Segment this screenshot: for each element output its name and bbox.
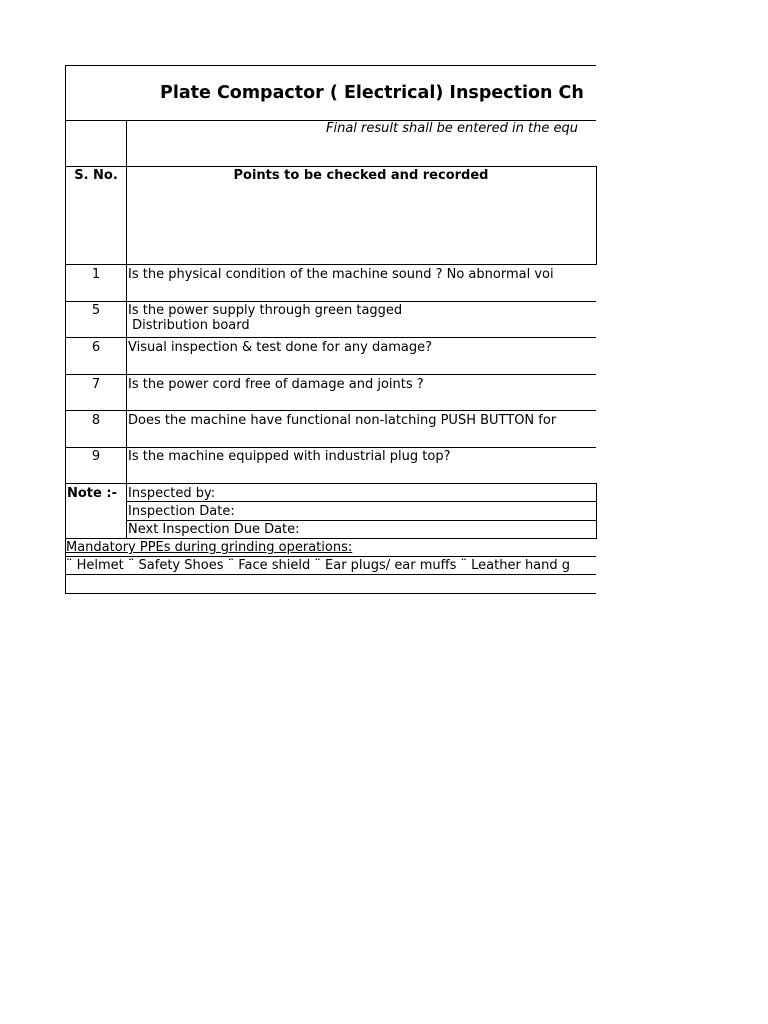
row-text: Is the power supply through green tagged (128, 303, 403, 318)
note-label: Note :- (67, 486, 117, 501)
divider-header-bottom (65, 264, 596, 265)
inspected-by-label: Inspected by: (128, 486, 216, 501)
divider-row-5 (65, 337, 596, 338)
next-inspection-due-label: Next Inspection Due Date: (128, 522, 300, 537)
header-points: Points to be checked and recorded (233, 168, 489, 183)
divider-row-1 (65, 301, 596, 302)
divider-row-9 (65, 483, 596, 484)
row-sno: 7 (91, 377, 101, 392)
border-top (65, 65, 596, 66)
divider-ppe-heading (65, 556, 596, 557)
row-sno: 1 (91, 267, 101, 282)
subtitle-instruction: Final result shall be entered in the equ (326, 121, 578, 136)
row-text-continued: Distribution board (128, 318, 250, 333)
divider-inspected-by (126, 501, 596, 502)
divider-note-column (126, 483, 127, 539)
border-left (65, 65, 66, 594)
divider-row-7 (65, 410, 596, 411)
divider-row-8 (65, 447, 596, 448)
divider-note-right (596, 483, 597, 539)
border-bottom (65, 593, 596, 594)
ppe-heading: Mandatory PPEs during grinding operations: (66, 540, 353, 555)
row-text: Is the physical condition of the machine sound ? No abnormal voi (128, 267, 554, 282)
row-sno: 9 (91, 449, 101, 464)
row-sno: 6 (91, 340, 101, 355)
row-sno: 5 (91, 303, 101, 318)
divider-ppe-list (65, 574, 596, 575)
page-title: Plate Compactor ( Electrical) Inspection Ch (160, 83, 584, 103)
row-text: Does the machine have functional non-latching PUSH BUTTON for (128, 413, 557, 428)
ppe-list: ¨ Helmet ¨ Safety Shoes ¨ Face shield ¨ Ear plugs/ ear muffs ¨ Leather hand g (66, 558, 571, 573)
row-text: Is the machine equipped with industrial plug top? (128, 449, 451, 464)
divider-inspection-date (126, 520, 596, 521)
row-sno: 8 (91, 413, 101, 428)
divider-subtitle-bottom (65, 166, 596, 167)
divider-points-right (596, 166, 597, 265)
divider-row-6 (65, 374, 596, 375)
divider-note-bottom (65, 538, 596, 539)
row-text: Visual inspection & test done for any damage? (128, 340, 432, 355)
inspection-date-label: Inspection Date: (128, 504, 235, 519)
header-sno: S. No. (74, 168, 118, 183)
row-text: Is the power cord free of damage and joints ? (128, 377, 424, 392)
